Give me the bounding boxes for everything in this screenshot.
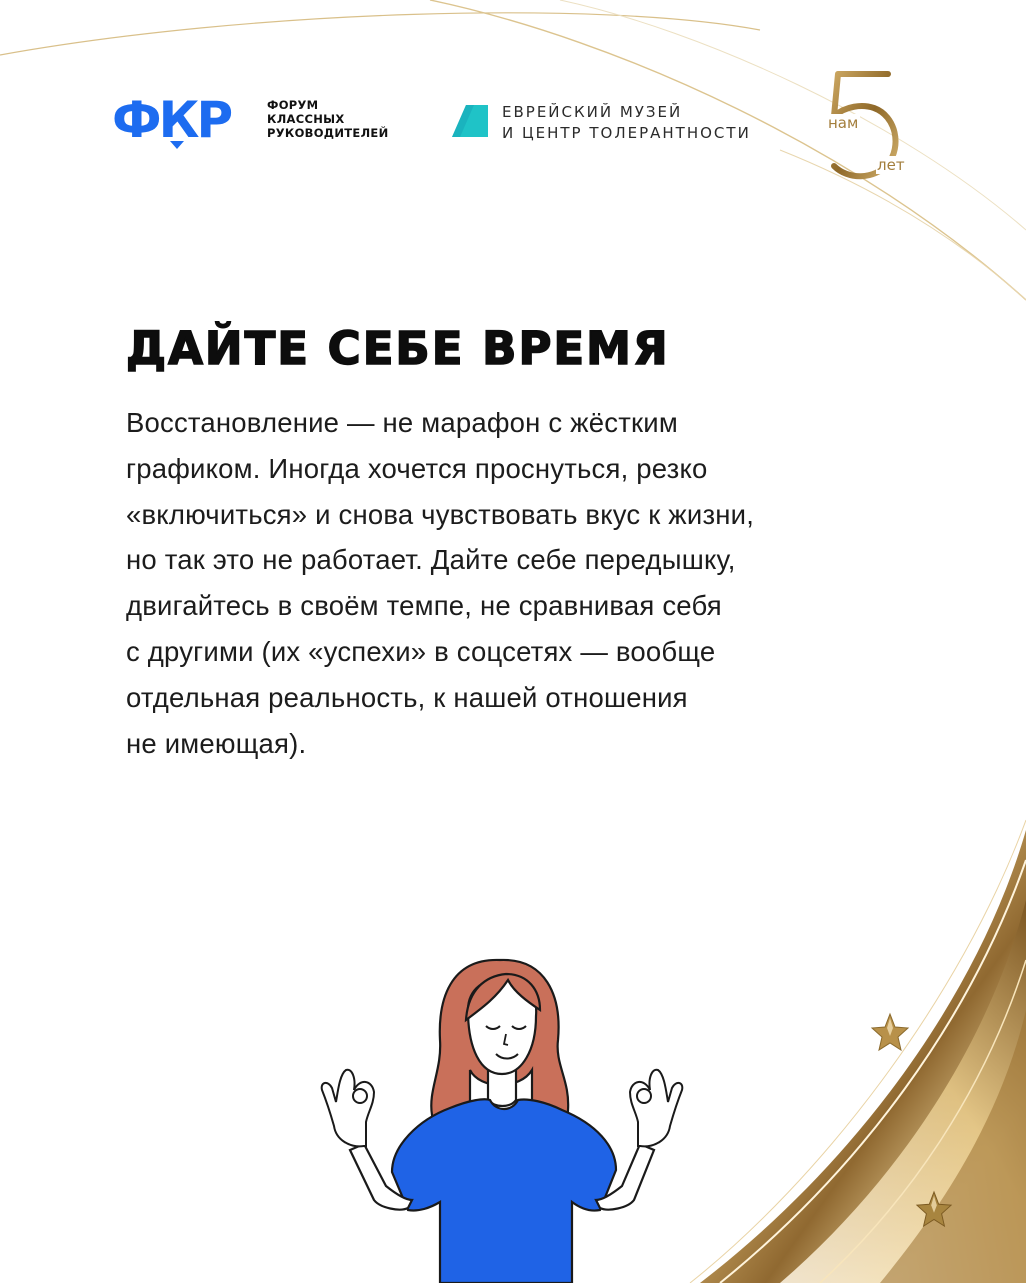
paragraph-line: Восстановление — не марафон с жёстким	[126, 407, 678, 438]
paragraph-line: но так это не работает. Дайте себе передышку,	[126, 544, 736, 576]
fkr-logo-pointer-icon	[170, 141, 184, 149]
museum-caption-line: И ЦЕНТР ТОЛЕРАНТНОСТИ	[502, 124, 751, 142]
body-paragraph	[126, 400, 926, 766]
fkr-caption-line: КЛАССНЫХ	[267, 112, 345, 126]
header	[0, 60, 1026, 200]
fkr-caption-line: ФОРУМ	[267, 98, 319, 112]
shirt	[392, 1099, 616, 1283]
gold-star-icon	[870, 1012, 910, 1052]
museum-caption-line: ЕВРЕЙСКИЙ МУЗЕЙ	[502, 103, 683, 121]
paragraph-line: не имеющая).	[126, 727, 307, 759]
museum-logo	[452, 100, 782, 150]
paragraph-line: с другими (их «успехи» в соцсетях — вообще	[126, 635, 716, 667]
page-title: ДАЙТЕ СЕБЕ ВРЕМЯ	[126, 322, 670, 375]
fkr-logo-caption	[267, 98, 389, 140]
paragraph-line: «включиться» и снова чувствовать вкус к жизни,	[126, 498, 755, 530]
gold-star-icon	[915, 1190, 953, 1228]
meditating-woman-illustration	[300, 950, 700, 1283]
left-hand	[322, 1070, 374, 1147]
paragraph-line: двигайтесь в своём темпе, не сравнивая себя	[126, 590, 722, 622]
museum-logo-icon	[452, 105, 488, 137]
paragraph-line: графиком. Иногда хочется проснуться, резко	[126, 452, 708, 484]
fkr-caption-line: РУКОВОДИТЕЛЕЙ	[267, 126, 389, 140]
anniversary-top-word: нам	[828, 114, 859, 132]
fkr-logo	[112, 91, 412, 155]
paragraph-line: отдельная реальность, к нашей отношения	[126, 681, 688, 713]
anniversary-badge	[818, 68, 918, 183]
anniversary-bottom-word: лет	[877, 156, 905, 174]
right-hand	[630, 1070, 682, 1147]
museum-logo-caption	[502, 102, 751, 144]
fkr-logo-mark: ФКР	[112, 91, 231, 149]
